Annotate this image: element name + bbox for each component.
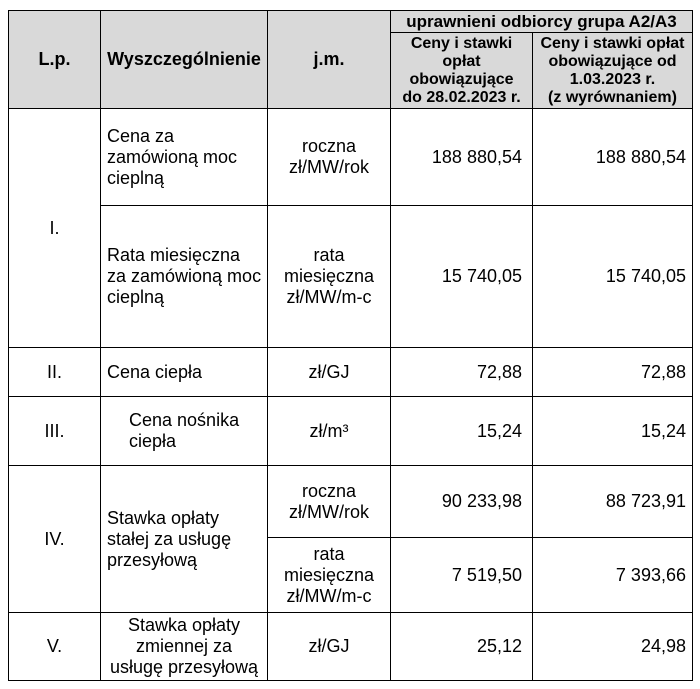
row-description: Stawka opłaty zmiennej za usługę przesyłową <box>101 613 268 681</box>
table-row <box>9 206 693 348</box>
row-price-from: 24,98 <box>533 613 693 681</box>
row-lp: II. <box>9 348 101 397</box>
row-price-until: 25,12 <box>391 613 533 681</box>
header-customer-group: uprawnieni odbiorcy grupa A2/A3 <box>391 11 693 33</box>
row-unit: roczna zł/MW/rok <box>268 109 391 206</box>
row-lp: III. <box>9 397 101 466</box>
row-unit: zł/m³ <box>268 397 391 466</box>
row-lp: I. <box>9 109 101 348</box>
row-description: Rata miesięczna za zamówioną moc cieplną <box>101 206 268 348</box>
row-price-from: 15,24 <box>533 397 693 466</box>
row-unit: rata miesięczna zł/MW/m-c <box>268 538 391 613</box>
header-row-1 <box>9 11 693 33</box>
row-unit: zł/GJ <box>268 613 391 681</box>
row-price-until: 188 880,54 <box>391 109 533 206</box>
row-price-from: 7 393,66 <box>533 538 693 613</box>
row-unit: roczna zł/MW/rok <box>268 466 391 538</box>
row-description: Cena ciepła <box>101 348 268 397</box>
row-price-until: 15,24 <box>391 397 533 466</box>
row-price-until: 7 519,50 <box>391 538 533 613</box>
table-row <box>9 109 693 206</box>
row-price-until: 15 740,05 <box>391 206 533 348</box>
row-unit: zł/GJ <box>268 348 391 397</box>
table-row <box>9 348 693 397</box>
row-lp: IV. <box>9 466 101 613</box>
table-row <box>9 613 693 681</box>
row-price-from: 72,88 <box>533 348 693 397</box>
header-prices-from: Ceny i stawki opłat obowiązujące od 1.03.2023 r. (z wyrównaniem) <box>533 33 693 109</box>
row-price-from: 88 723,91 <box>533 466 693 538</box>
tariff-table <box>8 10 693 681</box>
row-price-until: 72,88 <box>391 348 533 397</box>
header-prices-until: Ceny i stawki opłat obowiązujące do 28.02.2023 r. <box>391 33 533 109</box>
table-header <box>9 11 693 109</box>
row-description: Stawka opłaty stałej za usługę przesyłową <box>101 466 268 613</box>
table-row <box>9 466 693 538</box>
row-description: Cena za zamówioną moc cieplną <box>101 109 268 206</box>
row-lp: V. <box>9 613 101 681</box>
header-unit: j.m. <box>268 11 391 109</box>
header-lp: L.p. <box>9 11 101 109</box>
table-row <box>9 397 693 466</box>
row-description: Cena nośnika ciepła <box>101 397 268 466</box>
table-body <box>9 109 693 681</box>
row-unit: rata miesięczna zł/MW/m-c <box>268 206 391 348</box>
row-price-from: 15 740,05 <box>533 206 693 348</box>
row-price-from: 188 880,54 <box>533 109 693 206</box>
row-price-until: 90 233,98 <box>391 466 533 538</box>
header-description: Wyszczególnienie <box>101 11 268 109</box>
